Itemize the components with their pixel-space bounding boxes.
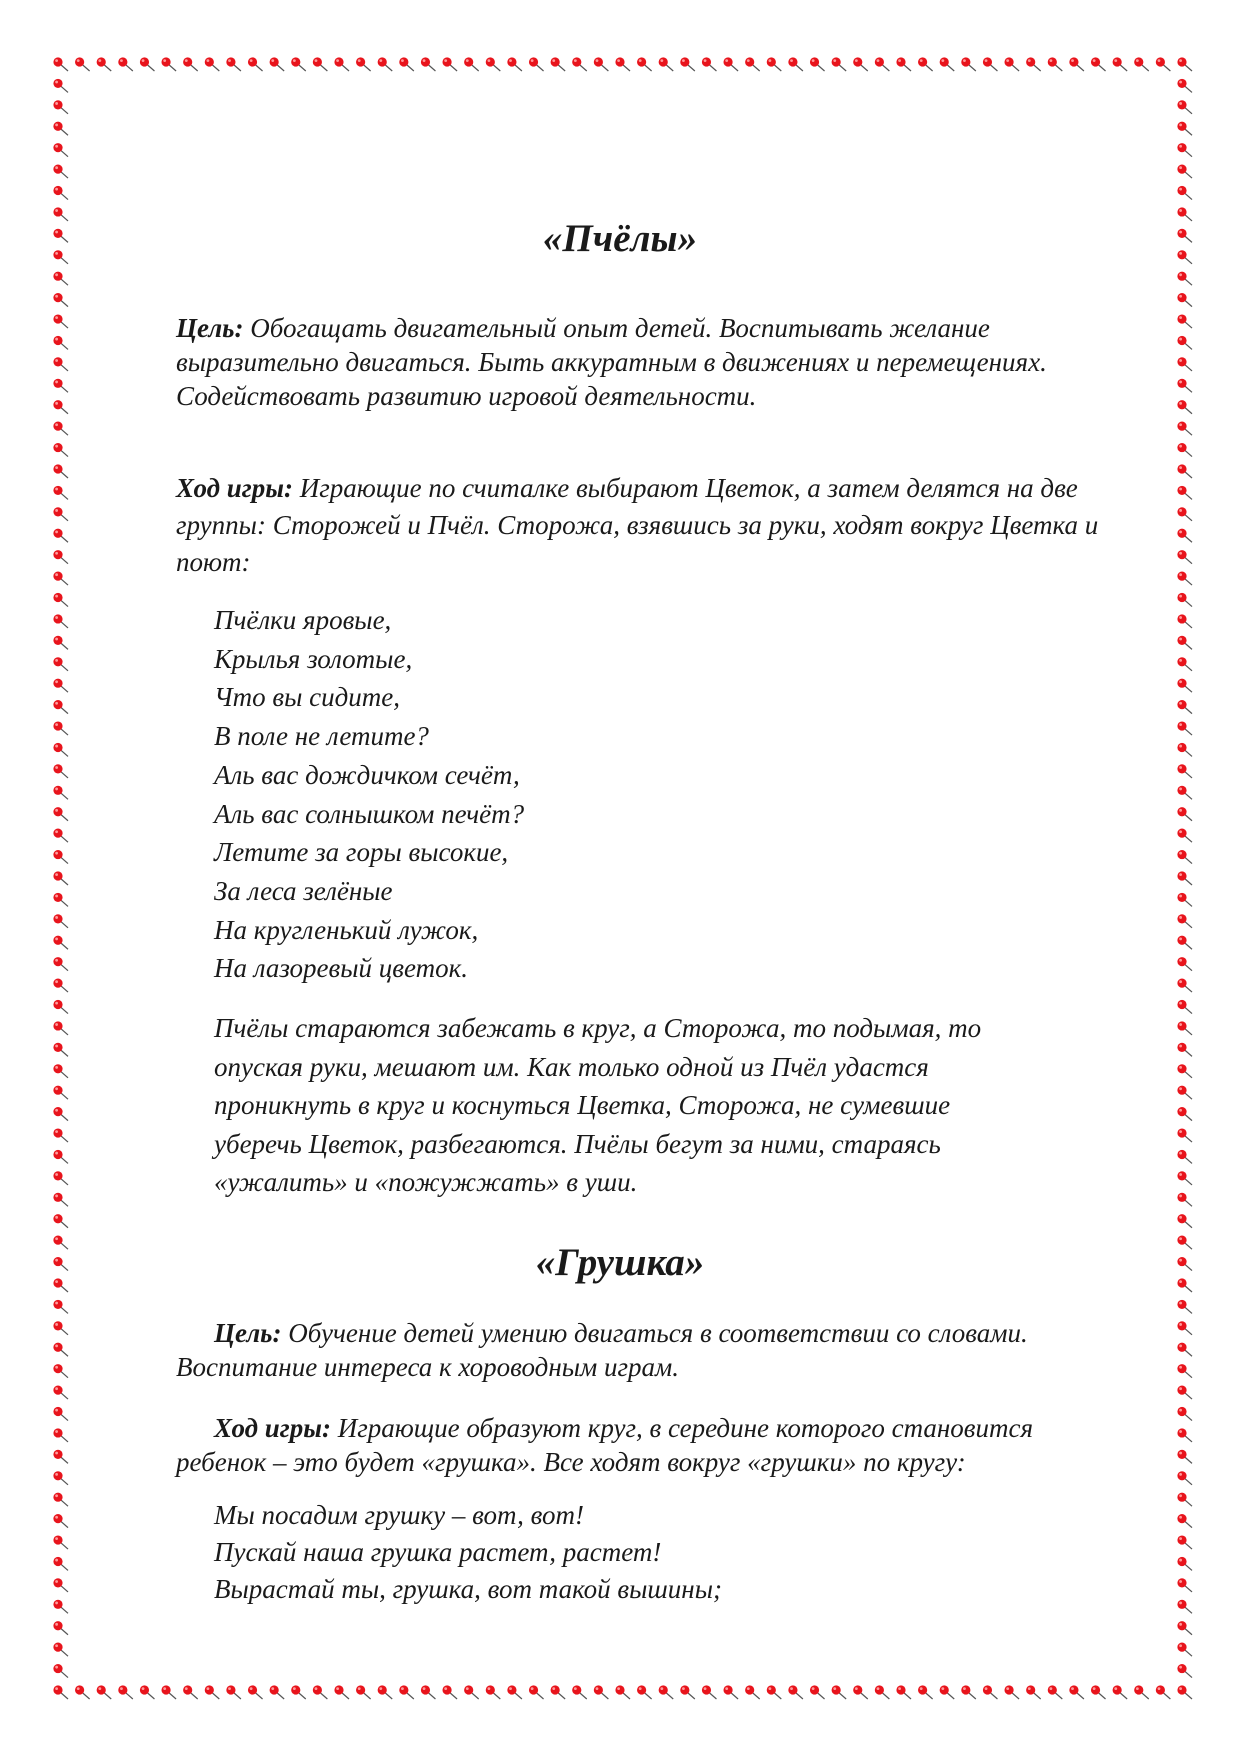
process-text: Играющие по считалке выбирают Цветок, а затем делятся на две группы: Сторожей и Пчёл. Сторожа, взявшись за руки, ходят вокруг Цветка и поют: bbox=[176, 473, 1099, 577]
verse-line: Мы посадим грушку – вот, вот! bbox=[214, 1500, 584, 1530]
verse-line: За леса зелёные bbox=[214, 875, 393, 906]
goal-paragraph-bees bbox=[176, 311, 1116, 413]
verse-line: Летите за горы высокие, bbox=[214, 837, 509, 868]
verse-line: Аль вас солнышком печёт? bbox=[214, 798, 525, 829]
goal-text: Обогащать двигательный опыт детей. Воспитывать желание выразительно двигаться. Быть аккуратным в движениях и перемещениях. Содействовать развитию игровой деятельности. bbox=[176, 313, 1047, 411]
goal-paragraph-pear bbox=[176, 1316, 1116, 1384]
song-verse-pear bbox=[214, 1497, 722, 1608]
verse-line: В поле не летите? bbox=[214, 721, 429, 752]
title-pear: «Грушка» bbox=[535, 1241, 705, 1284]
closing-paragraph-bees: Пчёлы стараются забежать в круг, а Сторожа, то подымая, то опуская руки, мешают им. Как только одной из Пчёл удастся проникнуть в круг и коснуться Цветка, Сторожа, не сумевшие уберечь Цветок, разбегаются. Пчёлы бегут за ними, стараясь «ужалить» и «пожужжать» в уши. bbox=[214, 1013, 982, 1197]
goal-label: Цель: bbox=[214, 1318, 282, 1348]
verse-line: Пчёлки яровые, bbox=[214, 605, 392, 635]
verse-line: Крылья золотые, bbox=[214, 643, 413, 674]
verse-line: Что вы сидите, bbox=[214, 682, 400, 713]
verse-line: Аль вас дождичком сечёт, bbox=[214, 759, 520, 790]
process-paragraph-bees bbox=[176, 470, 1116, 581]
title-bees: «Пчёлы» bbox=[542, 217, 698, 260]
verse-line: Пускай наша грушка растет, растет! bbox=[214, 1537, 662, 1567]
process-text: Играющие образуют круг, в середине которого становится ребенок – это будет «грушка». Все ходят вокруг «грушки» по кругу: bbox=[176, 1413, 1034, 1477]
goal-text: Обучение детей умению двигаться в соответствии со словами. Воспитание интереса к хороводным играм. bbox=[176, 1318, 1028, 1382]
verse-line: Вырастай ты, грушка, вот такой вышины; bbox=[214, 1574, 722, 1604]
process-paragraph-pear bbox=[176, 1411, 1116, 1479]
verse-line: На лазоревый цветок. bbox=[214, 953, 468, 984]
process-label: Ход игры: bbox=[176, 473, 293, 503]
verse-line: На кругленький лужок, bbox=[214, 914, 479, 945]
goal-label: Цель: bbox=[176, 313, 244, 343]
song-verse-bees bbox=[214, 601, 524, 988]
process-label: Ход игры: bbox=[214, 1413, 331, 1443]
